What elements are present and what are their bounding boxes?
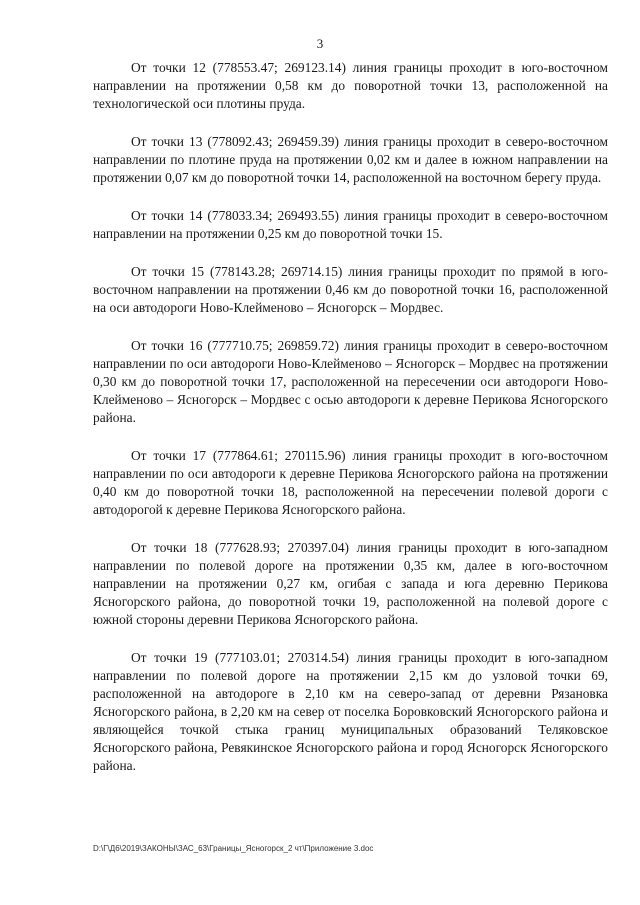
paragraph-point-17: От точки 17 (777864.61; 270115.96) линия границы проходит в юго-восточном направлении по оси автодороги к деревне Перикова Ясногорского района на протяжении 0,40 км до поворотной точки 18, расположенной на пересечении полевой дороги с автодорогой к деревне Перикова Ясногорского района. (93, 448, 608, 517)
paragraph-point-14: От точки 14 (778033.34; 269493.55) линия границы проходит в северо-восточном направлении на протяжении 0,25 км до поворотной точки 15. (93, 208, 608, 241)
page-number: 3 (316, 36, 324, 51)
paragraph-point-12: От точки 12 (778553.47; 269123.14) линия границы проходит в юго-восточном направлении на протяжении 0,58 км до поворотной точки 13, расположенной на технологической оси плотины пруда. (93, 60, 608, 111)
paragraph-point-16: От точки 16 (777710.75; 269859.72) линия границы проходит в северо-восточном направлении по оси автодороги Ново-Клейменово – Ясногорск – Мордвес на протяжении 0,30 км до поворотной точки 17, расположенной на пересечении оси автодороги Ново-Клейменово – Ясногорск – Мордвес с осью автодороги к деревне Перикова Ясногорского района. (93, 338, 608, 425)
document-body (93, 59, 608, 795)
paragraph-point-15: От точки 15 (778143.28; 269714.15) линия границы проходит по прямой в юго-восточном направлении на протяжении 0,46 км до поворотной точки 16, расположенной на оси автодороги Ново-Клейменово – Ясногорск – Мордвес. (93, 264, 608, 315)
paragraph-point-13: От точки 13 (778092.43; 269459.39) линия границы проходит в северо-восточном направлении по плотине пруда на протяжении 0,02 км и далее в южном направлении на протяжении 0,07 км до поворотной точки 14, расположенной на восточном берегу пруда. (93, 134, 608, 185)
paragraph-point-18: От точки 18 (777628.93; 270397.04) линия границы проходит в юго-западном направлении по полевой дороге на протяжении 0,35 км, далее в юго-восточном направлении на протяжении 0,27 км, огибая с запада и юга деревню Перикова Ясногорского района, до поворотной точки 19, расположенной на полевой дороге с южной стороны деревни Перикова Ясногорского района. (93, 540, 608, 627)
paragraph-point-19: От точки 19 (777103.01; 270314.54) линия границы проходит в юго-западном направлении по полевой дороге на протяжении 2,15 км до узловой точки 69, расположенной на автодороге в 2,10 км на северо-запад от деревни Рязановка Ясногорского района, в 2,20 км на север от поселка Боровковский Ясногорского района и являющейся точкой стыка границ муниципальных образований Теляковское Ясногорского района, Ревякинское Ясногорского района и город Ясногорск Ясногорского района. (93, 650, 608, 773)
file-path-footer: D:\Г\Д6\2019\ЗАКОНЫ\ЗАС_63\Границы_Ясногорск_2 чт\Приложение 3.doc (93, 844, 374, 853)
